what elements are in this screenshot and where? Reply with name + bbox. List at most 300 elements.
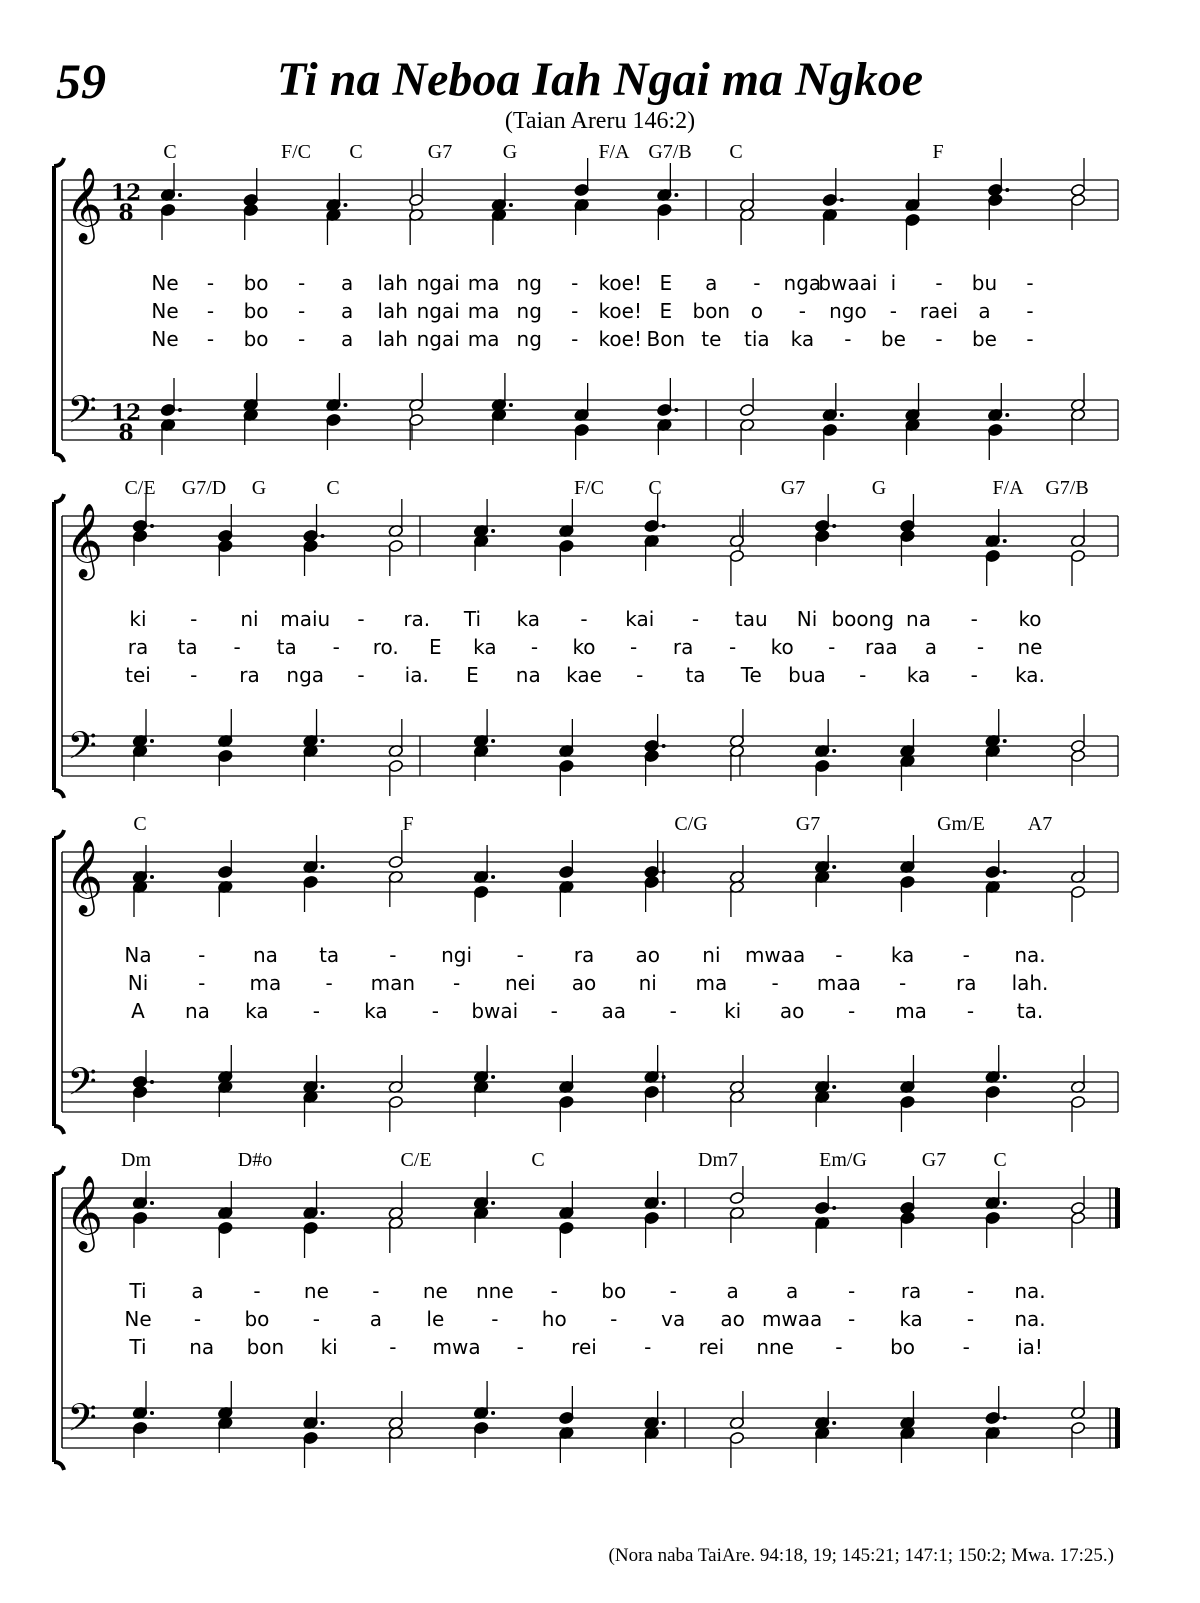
chord-symbol: G7/B: [648, 141, 692, 163]
dot: [321, 534, 325, 538]
time-signature-top: 12: [110, 400, 142, 426]
lyric-syllable: ao: [720, 1307, 745, 1331]
dot: [1003, 1201, 1007, 1205]
dot: [150, 1411, 154, 1415]
dot: [832, 865, 836, 869]
lyric-syllable: nne: [475, 1279, 514, 1303]
lyric-syllable: -: [644, 1335, 652, 1359]
chord-symbol: A7: [1027, 813, 1053, 835]
lyric-syllable: tau: [734, 607, 768, 631]
dot: [178, 408, 182, 412]
lyric-syllable: -: [297, 271, 306, 295]
lyric-syllable: ta: [177, 635, 198, 659]
lyric-syllable: ka: [364, 999, 388, 1023]
lyric-syllable: -: [491, 1307, 499, 1331]
chord-symbol: Em/G: [819, 1149, 867, 1171]
lyric-syllable: bo: [244, 1307, 270, 1331]
lyric-syllable: -: [889, 299, 898, 323]
lyric-syllable: na: [184, 999, 210, 1023]
final-barline-thick: [1115, 1408, 1120, 1448]
lyric-syllable: ngo: [829, 299, 867, 323]
lyric-syllable: -: [580, 607, 588, 631]
lyric-syllable: -: [729, 635, 737, 659]
lyric-syllable: ra: [672, 635, 694, 659]
lyric-syllable: Bon: [646, 327, 686, 351]
chord-symbol: G7/B: [1045, 477, 1089, 499]
lyric-syllable: na: [189, 1335, 215, 1359]
lyric-syllable: -: [431, 999, 439, 1023]
lyric-syllable: -: [966, 1279, 975, 1303]
lyric-syllable: na: [906, 607, 931, 631]
lyric-syllable: E: [466, 663, 479, 687]
lyric-syllable: a: [340, 271, 354, 295]
lyric-syllable: koe!: [598, 327, 642, 351]
chord-symbol: F: [932, 141, 944, 163]
lyric-syllable: ho: [541, 1307, 567, 1331]
lyric-syllable: -: [198, 943, 206, 967]
dot: [832, 1421, 836, 1425]
lyric-syllable: Ti: [129, 1279, 147, 1303]
treble-clef-icon: 𝄞: [65, 168, 103, 242]
lyric-syllable: ka: [899, 1307, 923, 1331]
dot: [491, 1411, 495, 1415]
bass-clef-icon: 𝄢: [67, 387, 97, 441]
lyric-syllable: -: [372, 1279, 380, 1303]
chord-symbol: G7: [780, 477, 806, 499]
lyric-syllable: ne: [303, 1279, 329, 1303]
lyric-syllable: -: [847, 1307, 856, 1331]
lyric-syllable: mwaa: [761, 1307, 823, 1331]
dot: [832, 524, 836, 528]
lyric-syllable: o: [750, 299, 763, 323]
lyric-syllable: ka: [516, 607, 540, 631]
dot: [321, 739, 325, 743]
lyric-syllable: -: [669, 1279, 677, 1303]
lyric-syllable: -: [550, 1279, 558, 1303]
lyric-syllable: ta.: [1016, 999, 1044, 1023]
dot: [1003, 539, 1007, 543]
chord-symbol: F/C: [280, 141, 312, 163]
lyric-syllable: maiu: [280, 607, 331, 631]
dot: [662, 870, 666, 874]
lyric-syllable: -: [297, 327, 306, 351]
chord-symbol: F/A: [992, 477, 1024, 499]
dot: [662, 1075, 666, 1079]
chord-symbol: C: [326, 477, 340, 499]
lyric-syllable: lah: [377, 271, 408, 295]
lyric-syllable: a: [924, 635, 938, 659]
lyric-syllable: ta: [276, 635, 297, 659]
chord-symbol: G7/D: [181, 477, 227, 499]
lyric-syllable: koe!: [598, 271, 642, 295]
lyric-syllable: ma: [249, 971, 282, 995]
dot: [491, 875, 495, 879]
lyric-syllable: -: [233, 635, 241, 659]
dot: [321, 865, 325, 869]
dot: [832, 749, 836, 753]
lyric-syllable: Na: [124, 943, 152, 967]
lyric-syllable: -: [312, 999, 321, 1023]
lyric-syllable: -: [571, 327, 579, 351]
lyric-syllable: le: [426, 1307, 445, 1331]
lyric-syllable: nga: [783, 271, 822, 295]
dot: [343, 403, 347, 407]
lyric-syllable: nne: [756, 1335, 794, 1359]
chord-symbol: Dm7: [698, 1149, 738, 1171]
lyric-syllable: -: [297, 299, 306, 323]
bass-clef-icon: 𝄢: [67, 723, 97, 777]
lyric-syllable: -: [516, 943, 524, 967]
lyric-syllable: -: [966, 1307, 975, 1331]
dot: [832, 1085, 836, 1089]
lyric-syllable: ngai: [416, 327, 460, 351]
dot: [1003, 739, 1007, 743]
time-signature-bottom: 8: [118, 420, 134, 446]
lyric-syllable: ao: [635, 943, 660, 967]
dot: [840, 413, 844, 417]
chord-symbol: G: [502, 141, 518, 163]
lyric-syllable: -: [1026, 271, 1034, 295]
lyric-syllable: ka: [890, 943, 915, 967]
lyric-syllable: Ni: [796, 607, 818, 631]
lyric-syllable: ra.: [403, 607, 431, 631]
lyric-syllable: bo: [243, 299, 269, 323]
dot: [1003, 1416, 1007, 1420]
dot: [178, 193, 182, 197]
lyric-syllable: be: [880, 327, 906, 351]
dot: [1003, 1075, 1007, 1079]
chord-symbol: C/G: [674, 813, 708, 835]
dot: [321, 1211, 325, 1215]
chord-symbol: G: [251, 477, 267, 499]
lyric-syllable: Ne: [151, 327, 179, 351]
lyric-syllable: -: [835, 943, 843, 967]
lyric-syllable: bo: [243, 271, 269, 295]
chord-symbol: D#o: [237, 1149, 273, 1171]
lyric-syllable: ro.: [372, 635, 399, 659]
dot: [674, 193, 678, 197]
lyric-syllable: -: [629, 635, 638, 659]
lyric-syllable: Ti: [129, 1335, 147, 1359]
chord-symbol: C: [993, 1149, 1007, 1171]
lyric-syllable: -: [190, 663, 198, 687]
lyric-syllable: -: [357, 663, 365, 687]
lyric-syllable: tia: [744, 327, 770, 351]
dot: [662, 1201, 666, 1205]
final-barline-thick: [1115, 1188, 1120, 1228]
lyric-syllable: ni: [702, 943, 721, 967]
lyric-syllable: ki: [320, 1335, 338, 1359]
lyric-syllable: bo: [601, 1279, 627, 1303]
lyric-syllable: -: [1026, 327, 1034, 351]
lyric-syllable: ko: [572, 635, 596, 659]
lyric-syllable: ma: [467, 299, 500, 323]
lyric-syllable: -: [935, 327, 943, 351]
lyric-syllable: lah: [377, 327, 408, 351]
lyric-syllable: -: [389, 943, 397, 967]
lyric-syllable: -: [193, 1307, 202, 1331]
dot: [150, 1201, 154, 1205]
lyric-syllable: ao: [779, 999, 805, 1023]
lyric-syllable: ma: [467, 271, 500, 295]
chord-symbol: G: [871, 477, 887, 499]
lyric-syllable: -: [357, 607, 365, 631]
lyric-syllable: -: [206, 299, 215, 323]
lyric-syllable: lah: [377, 299, 408, 323]
chord-symbol: F/A: [598, 141, 630, 163]
chord-symbol: F: [402, 813, 414, 835]
lyric-syllable: bon: [246, 1335, 285, 1359]
lyric-syllable: -: [898, 971, 907, 995]
dot: [321, 1085, 325, 1089]
lyric-syllable: Ti: [463, 607, 482, 631]
lyric-syllable: ka: [906, 663, 931, 687]
dot: [509, 403, 513, 407]
lyric-syllable: ao: [571, 971, 597, 995]
lyric-syllable: rei: [571, 1335, 597, 1359]
lyric-syllable: koe!: [598, 299, 642, 323]
lyric-syllable: kae: [566, 663, 602, 687]
lyric-syllable: ma: [695, 971, 728, 995]
lyric-syllable: ko: [1018, 607, 1042, 631]
lyric-syllable: ka: [790, 327, 815, 351]
lyric-syllable: te: [701, 327, 722, 351]
chord-symbol: C/E: [400, 1149, 432, 1171]
dot: [343, 203, 347, 207]
chord-symbol: G7: [795, 813, 821, 835]
hymn-title: Ti na Neboa Iah Ngai ma Ngkoe: [276, 53, 924, 106]
lyric-syllable: ra: [956, 971, 977, 995]
lyric-syllable: a: [705, 271, 718, 295]
lyric-syllable: ka: [245, 999, 269, 1023]
lyric-syllable: -: [571, 299, 579, 323]
lyric-syllable: a: [786, 1279, 799, 1303]
lyric-syllable: -: [771, 971, 779, 995]
lyric-syllable: -: [206, 271, 215, 295]
lyric-syllable: a: [340, 299, 354, 323]
lyric-syllable: -: [550, 999, 558, 1023]
dot: [491, 1075, 495, 1079]
lyric-syllable: -: [389, 1335, 397, 1359]
chord-symbol: C: [349, 141, 363, 163]
lyric-syllable: -: [844, 327, 852, 351]
lyric-syllable: -: [935, 271, 943, 295]
lyric-syllable: bwai: [471, 999, 519, 1023]
chord-symbol: Gm/E: [937, 813, 985, 835]
lyric-syllable: ra: [900, 1279, 922, 1303]
lyric-syllable: -: [571, 271, 579, 295]
lyric-syllable: -: [198, 971, 206, 995]
dot: [1005, 413, 1009, 417]
chord-symbol: C: [133, 813, 147, 835]
lyric-syllable: ngai: [416, 271, 460, 295]
lyric-syllable: Ni: [127, 971, 149, 995]
lyric-syllable: lah.: [1011, 971, 1049, 995]
lyric-syllable: rei: [698, 1335, 725, 1359]
lyric-syllable: nga: [286, 663, 325, 687]
lyric-syllable: -: [610, 1307, 618, 1331]
bass-clef-icon: 𝄢: [67, 1059, 97, 1113]
chord-symbol: G7: [427, 141, 453, 163]
lyric-syllable: -: [753, 271, 761, 295]
lyric-syllable: na: [515, 663, 541, 687]
lyric-syllable: -: [190, 607, 198, 631]
lyric-syllable: -: [452, 971, 461, 995]
chord-symbol: G7: [921, 1149, 947, 1171]
lyric-syllable: -: [530, 635, 539, 659]
lyric-syllable: -: [976, 635, 985, 659]
lyric-syllable: Te: [740, 663, 762, 687]
lyric-syllable: ma: [895, 999, 927, 1023]
lyric-syllable: ngai: [416, 299, 460, 323]
lyric-syllable: -: [691, 607, 700, 631]
dot: [491, 739, 495, 743]
lyric-syllable: nei: [505, 971, 536, 995]
lyric-syllable: A: [131, 999, 145, 1023]
scripture-references: (Nora naba TaiAre. 94:18, 19; 145:21; 147:1; 150:2; Mwa. 17:25.): [608, 1545, 1114, 1566]
lyric-syllable: bu: [971, 271, 998, 295]
lyric-syllable: ne: [422, 1279, 448, 1303]
lyric-syllable: mwa: [432, 1335, 481, 1359]
lyric-syllable: kai: [625, 607, 655, 631]
lyric-syllable: -: [325, 971, 333, 995]
lyric-syllable: -: [970, 607, 978, 631]
lyric-syllable: ngi: [441, 943, 473, 967]
lyric-syllable: bua: [788, 663, 826, 687]
lyric-syllable: -: [332, 635, 340, 659]
lyric-syllable: ka.: [1015, 663, 1045, 687]
lyric-syllable: ki: [724, 999, 742, 1023]
chord-symbol: C: [531, 1149, 545, 1171]
lyric-syllable: -: [835, 1335, 843, 1359]
lyric-syllable: ta: [685, 663, 706, 687]
dot: [491, 1201, 495, 1205]
lyric-syllable: ia.: [404, 663, 429, 687]
lyric-syllable: -: [516, 1335, 524, 1359]
time-signature-bottom: 8: [118, 200, 134, 226]
lyric-syllable: raei: [919, 299, 959, 323]
dot: [662, 524, 666, 528]
dot: [840, 198, 844, 202]
lyric-syllable: ko: [770, 635, 794, 659]
lyric-syllable: ne: [1017, 635, 1043, 659]
lyric-syllable: -: [847, 999, 856, 1023]
lyric-syllable: -: [966, 999, 975, 1023]
lyric-syllable: -: [253, 1279, 261, 1303]
hymn-number: 59: [56, 53, 106, 109]
lyric-syllable: ra: [127, 635, 149, 659]
dot: [1005, 188, 1009, 192]
dot: [674, 408, 678, 412]
lyric-syllable: na.: [1014, 1279, 1046, 1303]
dot: [321, 1421, 325, 1425]
lyric-syllable: na.: [1014, 1307, 1046, 1331]
lyric-syllable: ng: [516, 271, 542, 295]
time-signature-top: 12: [110, 180, 142, 206]
chord-symbol: Dm: [121, 1149, 151, 1171]
lyric-syllable: man: [370, 971, 416, 995]
lyric-syllable: a: [340, 327, 354, 351]
lyric-syllable: Ne: [151, 299, 179, 323]
hymn-subtitle: (Taian Areru 146:2): [504, 108, 696, 134]
chord-symbol: C: [729, 141, 743, 163]
lyric-syllable: bwaai: [818, 271, 878, 295]
lyric-syllable: ra: [573, 943, 595, 967]
lyric-syllable: E: [659, 271, 673, 295]
lyric-syllable: a: [978, 299, 991, 323]
lyric-syllable: -: [970, 663, 978, 687]
lyric-syllable: -: [798, 299, 806, 323]
chord-symbol: C: [648, 477, 662, 499]
lyric-syllable: -: [636, 663, 644, 687]
dot: [832, 1206, 836, 1210]
lyric-syllable: -: [962, 943, 970, 967]
lyric-syllable: -: [847, 1279, 856, 1303]
lyric-syllable: bo: [243, 327, 269, 351]
lyric-syllable: -: [962, 1335, 970, 1359]
lyric-syllable: a: [369, 1307, 382, 1331]
treble-clef-icon: 𝄞: [65, 504, 103, 578]
lyric-syllable: ma: [467, 327, 500, 351]
chord-symbol: C: [163, 141, 177, 163]
lyric-syllable: ng: [516, 299, 542, 323]
dot: [662, 1421, 666, 1425]
lyric-syllable: ia!: [1017, 1335, 1043, 1359]
lyric-syllable: na.: [1014, 943, 1046, 967]
lyric-syllable: ni: [240, 607, 259, 631]
lyric-syllable: a: [191, 1279, 204, 1303]
lyric-syllable: -: [828, 635, 836, 659]
lyric-syllable: be: [971, 327, 997, 351]
lyric-syllable: bo: [890, 1335, 916, 1359]
bass-clef-icon: 𝄢: [67, 1395, 97, 1449]
lyric-syllable: ki: [129, 607, 147, 631]
dot: [150, 739, 154, 743]
lyric-syllable: aa: [601, 999, 626, 1023]
lyric-syllable: ka: [473, 635, 497, 659]
dot: [662, 744, 666, 748]
lyric-syllable: ra: [239, 663, 260, 687]
lyric-syllable: i: [890, 271, 897, 295]
lyric-syllable: -: [1026, 299, 1034, 323]
dot: [491, 529, 495, 533]
lyric-syllable: Ne: [151, 271, 179, 295]
lyric-syllable: boong: [831, 607, 895, 631]
treble-clef-icon: 𝄞: [65, 840, 103, 914]
dot: [150, 875, 154, 879]
lyric-syllable: ta: [319, 943, 340, 967]
lyric-syllable: ni: [638, 971, 657, 995]
lyric-syllable: E: [659, 299, 673, 323]
treble-clef-icon: 𝄞: [65, 1176, 103, 1250]
lyric-syllable: a: [726, 1279, 739, 1303]
lyric-syllable: raa: [864, 635, 898, 659]
lyric-syllable: -: [669, 999, 677, 1023]
lyric-syllable: mwaa: [744, 943, 806, 967]
dot: [150, 524, 154, 528]
lyric-syllable: Ne: [124, 1307, 152, 1331]
lyric-syllable: va: [661, 1307, 686, 1331]
lyric-syllable: maa: [816, 971, 861, 995]
lyric-syllable: na: [252, 943, 278, 967]
lyric-syllable: tei: [125, 663, 151, 687]
dot: [509, 203, 513, 207]
lyric-syllable: -: [206, 327, 215, 351]
chord-symbol: F/C: [573, 477, 605, 499]
lyric-syllable: bon: [692, 299, 731, 323]
lyric-syllable: E: [429, 635, 442, 659]
lyric-syllable: -: [312, 1307, 321, 1331]
